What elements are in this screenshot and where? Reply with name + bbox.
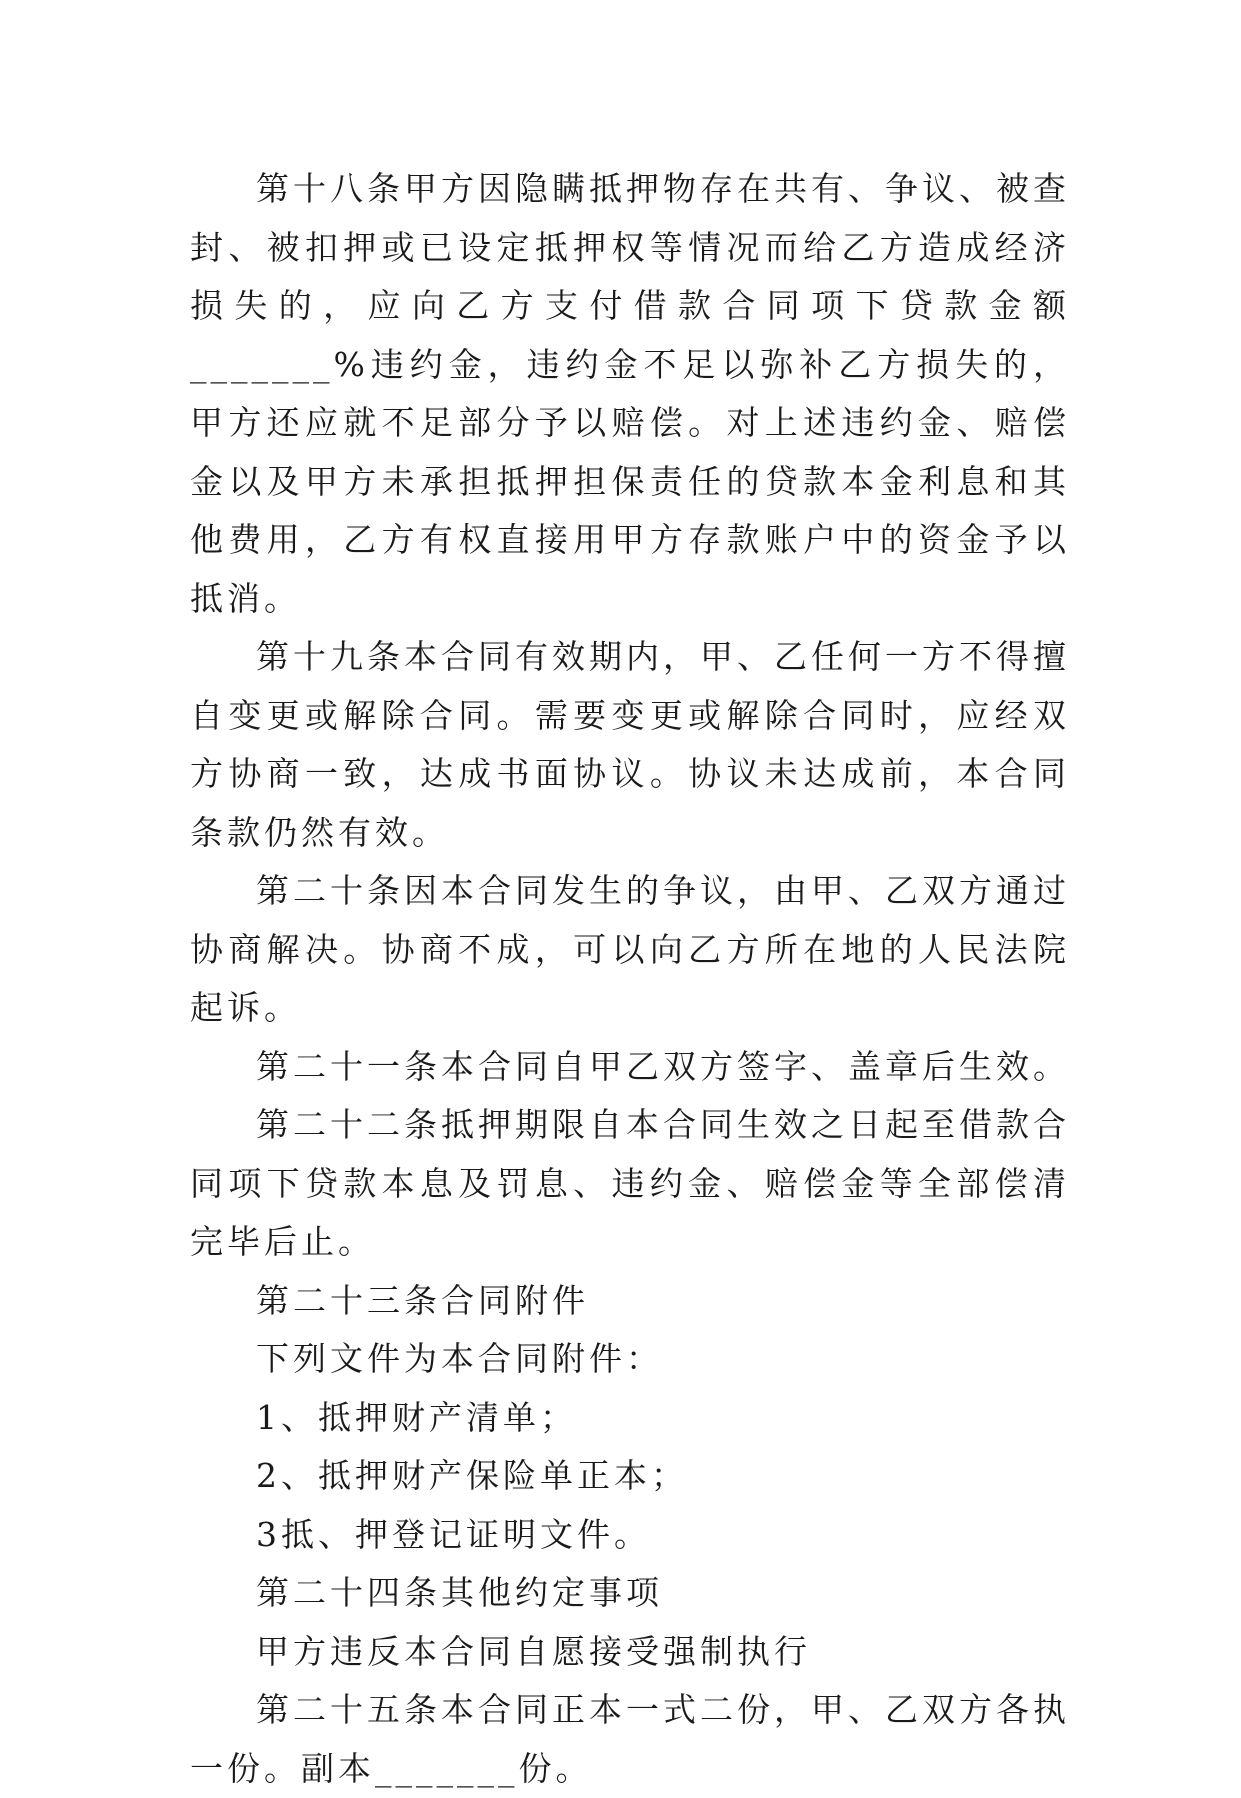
attachment-item-1: 1、抵押财产清单； xyxy=(256,1397,577,1437)
clause-21: 第二十一条本合同自甲乙双方签字、盖章后生效。 xyxy=(256,1046,1070,1086)
clause-20: 第二十条因本合同发生的争议，由甲、乙双方通过协商解决。协商不成，可以向乙方所在地的人民法院起诉。 xyxy=(190,871,1070,1027)
clause-19: 第十九条本合同有效期内，甲、乙任何一方不得擅自变更或解除合同。需要变更或解除合同时，应经双方协商一致，达成书面协议。协议未达成前，本合同条款仍然有效。 xyxy=(190,637,1070,852)
clause-25: 第二十五条本合同正本一式二份，甲、乙双方各执一份。副本_______份。 xyxy=(190,1690,1070,1788)
clause-23-heading: 第二十三条合同附件 xyxy=(256,1280,589,1320)
attachment-item-3: 3抵、押登记证明文件。 xyxy=(256,1514,651,1554)
attachments-intro: 下列文件为本合同附件： xyxy=(256,1339,663,1378)
attachment-item-2: 2、抵押财产保险单正本； xyxy=(256,1456,688,1495)
clause-22: 第二十二条抵押期限自本合同生效之日起至借款合同项下贷款本息及罚息、违约金、赔偿金等全部偿清完毕后止。 xyxy=(190,1105,1070,1261)
clause-18: 第十八条甲方因隐瞒抵押物存在共有、争议、被查封、被扣押或已设定抵押权等情况而给乙方造成经济损失的，应向乙方支付借款合同项下贷款金额 _______%违约金，违约金不足以弥补乙方损失的，甲方还应就不足部分予以赔偿。对上述违约金、赔偿金以及甲方未承担抵押担保责任的贷款本金利息和其他费用，乙方有权直接用甲方存款账户中的资金予以抵消。 xyxy=(190,169,1070,618)
document-body xyxy=(190,160,1070,1798)
clause-24-text: 甲方违反本合同自愿接受强制执行 xyxy=(256,1631,811,1671)
clause-24-heading: 第二十四条其他约定事项 xyxy=(256,1573,663,1612)
